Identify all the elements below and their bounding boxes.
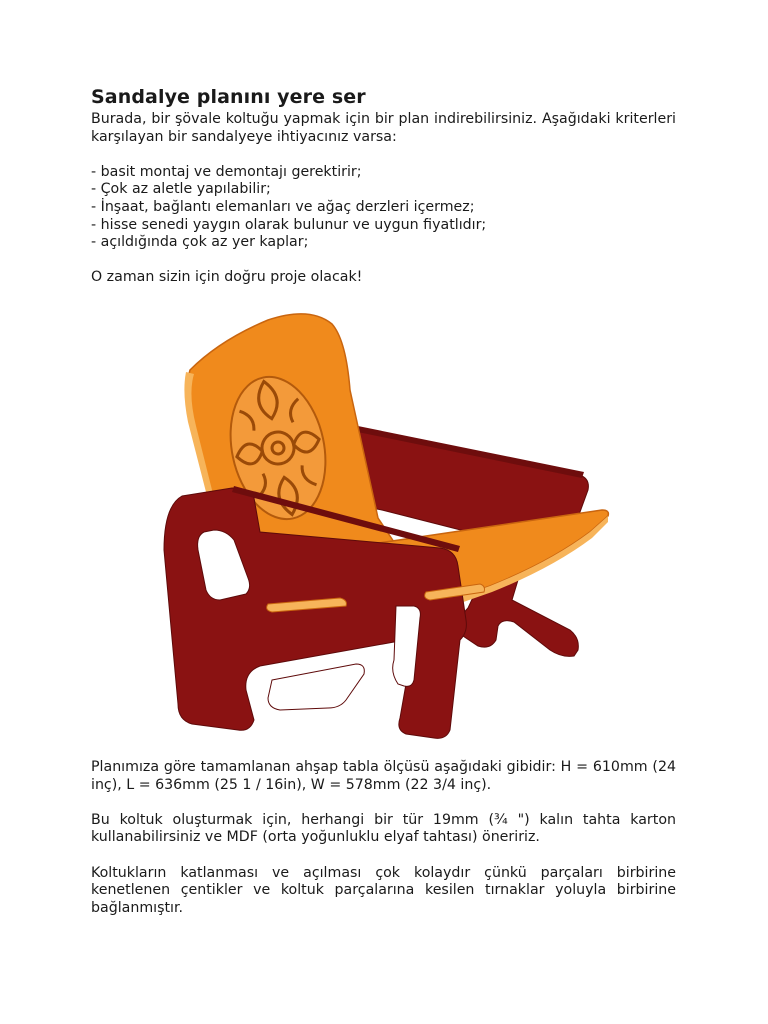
list-item: - basit montaj ve demontajı gerektirir; — [91, 163, 362, 180]
intro-paragraph: Burada, bir şövale koltuğu yapmak için bir plan indirebilirsiniz. Aşağıdaki kriterleri karşılayan bir sandalyeye ihtiyacınız varsa: — [91, 111, 676, 145]
page-title: Sandalye planını yere ser — [91, 86, 366, 108]
chair-illustration — [150, 300, 620, 740]
folding-paragraph: Koltukların katlanması ve açılması çok kolaydır çünkü parçaları birbirine kenetlenen çentikler ve koltuk parçalarına kesilen tırnaklar yoluyla birbirine bağlanmıştır. — [91, 864, 676, 916]
materials-paragraph: Bu koltuk oluşturmak için, herhangi bir tür 19mm (¾ ") kalın tahta karton kullanabilirsiniz ve MDF (orta yoğunluklu elyaf tahtası) öneririz. — [91, 811, 676, 846]
dimensions-paragraph: Planımıza göre tamamlanan ahşap tabla ölçüsü aşağıdaki gibidir: H = 610mm (24 inç), L = 636mm (25 1 / 16in), W = 578mm (22 3/4 inç). — [91, 759, 676, 793]
criteria-list — [91, 164, 676, 252]
front-frame-hole-bottom — [268, 664, 364, 710]
list-item: - hisse senedi yaygın olarak bulunur ve uygun fiyatlıdır; — [91, 216, 487, 233]
list-item: - açıldığında çok az yer kaplar; — [91, 234, 309, 251]
conclusion-paragraph: O zaman sizin için doğru proje olacak! — [91, 269, 363, 286]
document-body-lower — [91, 759, 676, 917]
chair-drawing — [150, 300, 620, 740]
list-item: - İnşaat, bağlantı elemanları ve ağaç derzleri içermez; — [91, 198, 475, 215]
list-item: - Çok az aletle yapılabilir; — [91, 181, 271, 198]
document-body — [91, 86, 676, 287]
